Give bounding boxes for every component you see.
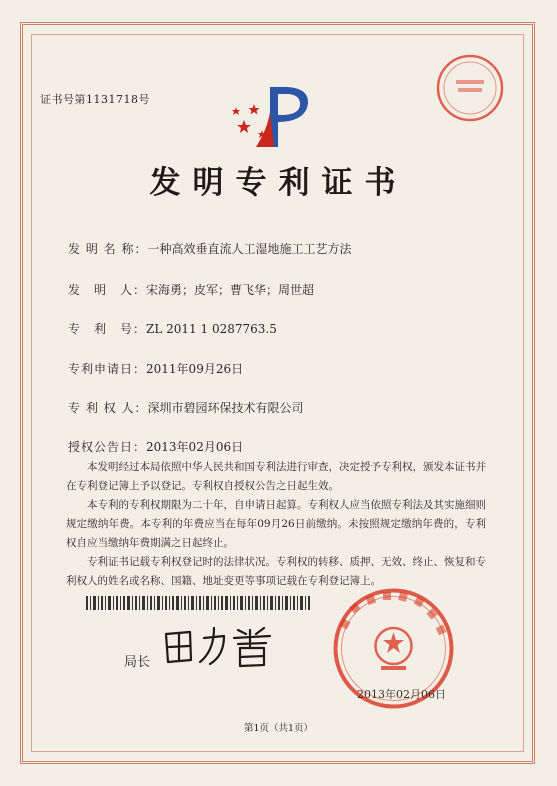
certificate-number: 证书号第1131718号 bbox=[40, 93, 150, 106]
field-value: ZL 2011 1 0287763.5 bbox=[146, 322, 277, 336]
field-inventors bbox=[68, 281, 314, 298]
field-value: 深圳市碧园环保技术有限公司 bbox=[147, 401, 304, 415]
field-patent-number bbox=[68, 320, 277, 337]
certificate-title: 发明专利证书 bbox=[149, 165, 408, 201]
field-label: 发 明 人： bbox=[68, 283, 147, 297]
field-value: 2011年09月26日 bbox=[146, 362, 244, 376]
field-label: 发 明 名 称： bbox=[68, 242, 148, 256]
sipo-emblem-icon bbox=[230, 82, 320, 152]
field-value: 宋海勇；皮军；曹飞华；周世超 bbox=[146, 283, 315, 297]
page-number: 第1页（共1页） bbox=[243, 723, 314, 734]
director-label: 局长 bbox=[124, 655, 151, 670]
field-grant-date bbox=[68, 438, 243, 455]
director-signature bbox=[160, 622, 280, 672]
field-filing-date bbox=[68, 360, 243, 377]
field-patentee bbox=[68, 399, 303, 416]
field-invention-name bbox=[68, 240, 351, 257]
barcode bbox=[86, 596, 311, 610]
field-label: 专 利 号： bbox=[68, 322, 147, 336]
certificate-body bbox=[66, 458, 486, 591]
field-value: 2013年02月06日 bbox=[146, 440, 244, 454]
issue-date: 2013年02月06日 bbox=[357, 688, 446, 701]
field-label: 专利申请日： bbox=[68, 362, 147, 376]
director-seal-stamp bbox=[434, 52, 506, 124]
field-label: 专 利 权 人： bbox=[68, 401, 148, 415]
body-paragraph: 专利证书记载专利权登记时的法律状况。专利权的转移、质押、无效、终止、恢复和专利权人的姓名或名称、国籍、地址变更等事项记载在专利登记簿上。 bbox=[66, 556, 486, 587]
field-label: 授权公告日： bbox=[68, 440, 147, 454]
body-paragraph: 本专利的专利权期限为二十年，自申请日起算。专利权人应当依照专利法及其实施细则规定缴纳年费。本专利的年费应当在每年09月26日前缴纳。未按照规定缴纳年费的，专利权自应当缴纳年费期满之日起终止。 bbox=[66, 499, 486, 549]
field-value: 一种高效垂直流人工湿地施工工艺方法 bbox=[147, 242, 352, 256]
body-paragraph: 本发明经过本局依照中华人民共和国专利法进行审查，决定授予专利权，颁发本证书并在专利登记簿上予以登记。专利权自授权公告之日起生效。 bbox=[66, 461, 486, 492]
